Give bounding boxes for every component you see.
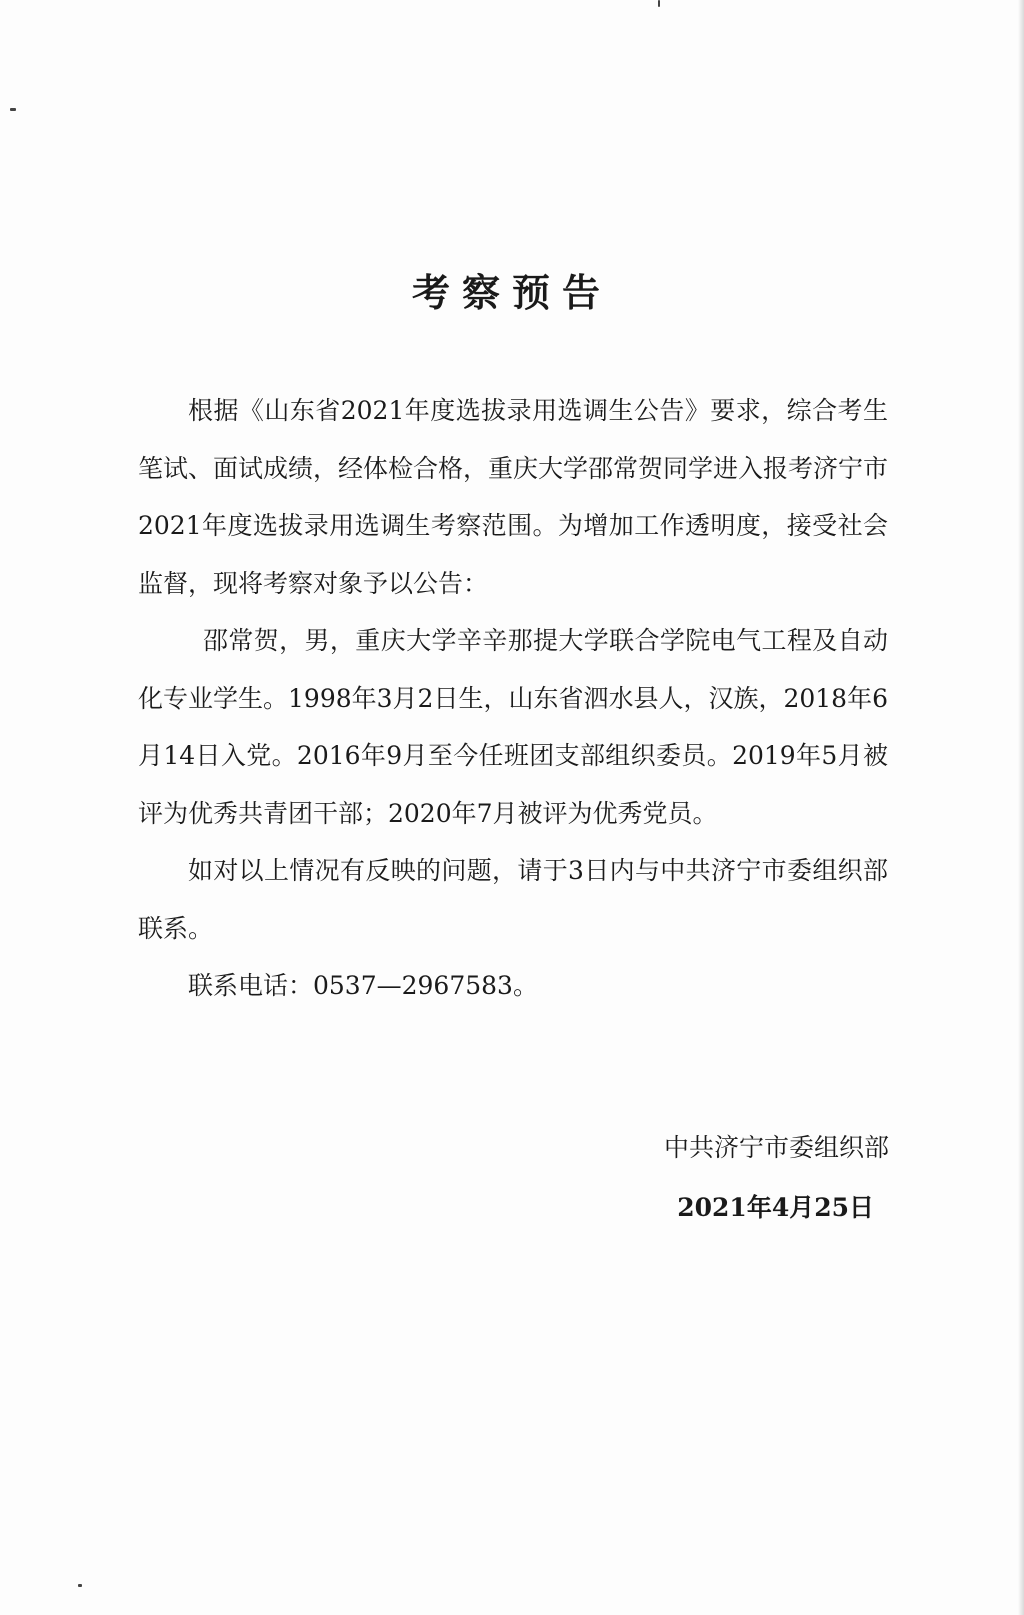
signature-organization: 中共济宁市委组织部 xyxy=(663,1133,889,1162)
scan-speck xyxy=(658,0,660,7)
document-title: 考察预告 xyxy=(411,270,612,315)
paragraph-announcement: 根据《山东省2021年度选拔录用选调生公告》要求，综合考生笔试、面试成绩，经体检合格，重庆大学邵常贺同学进入报考济宁市2021年度选拔录用选调生考察范围。为增加工作透明度，接受社会监督，现将考察对象予以公告： xyxy=(138,396,889,598)
paragraph-contact-phone: 联系电话：0537—2967583。 xyxy=(188,971,538,1000)
document-body xyxy=(138,382,888,1015)
page-edge-shadow xyxy=(1018,0,1024,1615)
paragraph-candidate-profile: 邵常贺，男，重庆大学辛辛那提大学联合学院电气工程及自动化专业学生。1998年3月2日生，山东省泗水县人，汉族，2018年6月14日入党。2016年9月至今任班团支部组织委员。2019年5月被评为优秀共青团干部；2020年7月被评为优秀党员。 xyxy=(138,626,888,828)
scan-speck xyxy=(78,1584,82,1587)
scan-speck xyxy=(10,108,16,111)
signature-date: 2021年4月25日 xyxy=(677,1193,874,1222)
paragraph-feedback-notice: 如对以上情况有反映的问题，请于3日内与中共济宁市委组织部联系。 xyxy=(138,856,888,943)
